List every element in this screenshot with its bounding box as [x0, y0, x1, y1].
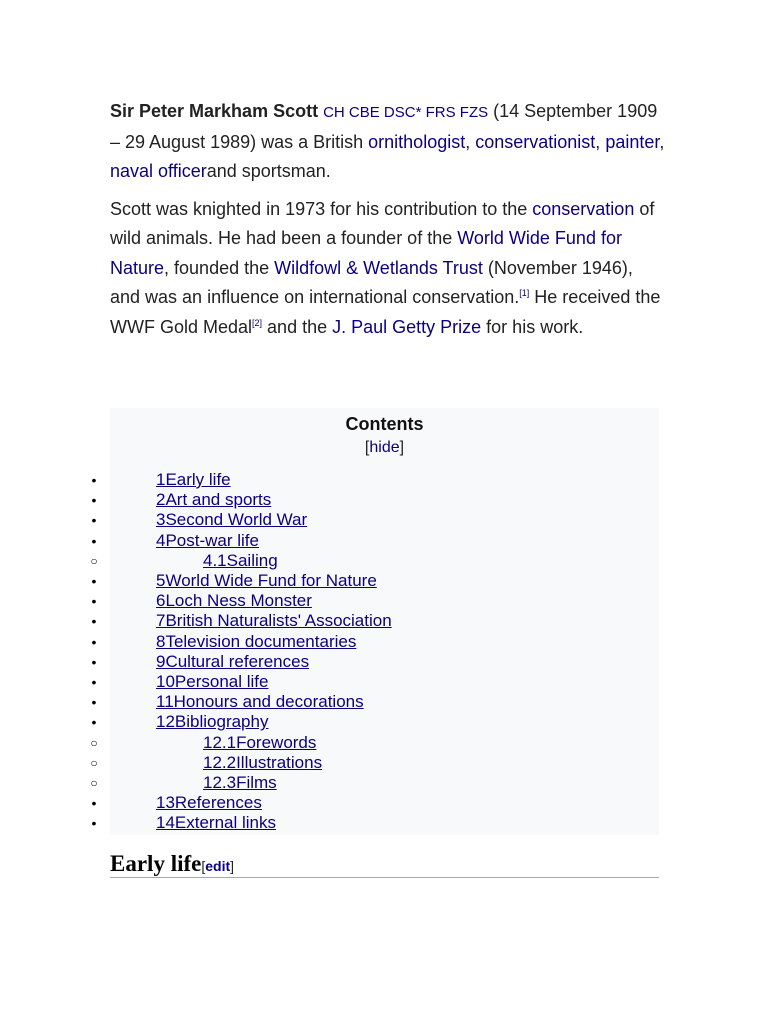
toc-link[interactable]: 4.1Sailing [203, 550, 278, 570]
section-edit: [edit] [201, 858, 235, 874]
section-heading: Early life[edit] [110, 851, 235, 876]
disc-bullet-icon: • [91, 633, 97, 650]
toc-link[interactable]: 7British Naturalists' Association [156, 611, 392, 631]
disc-bullet-icon: • [91, 674, 97, 690]
toc-toggle: [hide] [364, 439, 405, 456]
intro-paragraph-2: Scott was knighted in 1973 for his contribution to the conservation of wild animals. He had been a founder of the World Wide Fund for Nature, founded the Wildfowl & Wetlands Trust (November 1946), and was an influence on international conservation.[1] He received the WWF Gold Medal[2] and the J. Paul Getty Prize for his work. [110, 198, 661, 337]
toc-title: Contents [345, 414, 424, 434]
reference-2[interactable]: [2] [252, 317, 263, 328]
toc-link[interactable]: 6Loch Ness Monster [156, 591, 312, 611]
toc-link[interactable]: 3Second World War [156, 510, 308, 530]
section-early-life [110, 850, 659, 878]
wwf-link[interactable]: World Wide Fund for Nature [110, 228, 622, 278]
table-of-contents [90, 408, 659, 835]
circle-bullet-icon: ○ [90, 776, 98, 790]
toc-link[interactable]: 12.2Illustrations [203, 752, 323, 772]
naval-officer-link[interactable]: naval officer [110, 161, 207, 181]
disc-bullet-icon: • [91, 653, 97, 670]
disc-bullet-icon: • [91, 472, 97, 488]
edit-section-button[interactable]: edit [205, 858, 231, 874]
toc-link[interactable]: 12Bibliography [156, 712, 269, 732]
intro-paragraph-1: Sir Peter Markham Scott CH CBE DSC* FRS FZS (14 September 1909 – 29 August 1989) was a British ornithologist, conservationist, painter, naval officerand sportsman. [110, 101, 665, 181]
toc-link[interactable]: 11Honours and decorations [156, 692, 364, 712]
disc-bullet-icon: • [91, 512, 97, 529]
disc-bullet-icon: • [91, 815, 97, 832]
disc-bullet-icon: • [91, 492, 97, 509]
toc-link[interactable]: 13References [156, 793, 262, 813]
disc-bullet-icon: • [91, 694, 97, 711]
toc-hide-button[interactable]: hide [369, 439, 400, 456]
conservationist-link[interactable]: conservationist [475, 131, 596, 152]
disc-bullet-icon: • [91, 532, 97, 549]
circle-bullet-icon: ○ [90, 553, 98, 568]
circle-bullet-icon: ○ [90, 735, 98, 750]
toc-link[interactable]: 1Early life [156, 470, 231, 489]
disc-bullet-icon: • [91, 573, 97, 589]
circle-bullet-icon: ○ [90, 755, 98, 770]
wwt-link[interactable]: Wildfowl & Wetlands Trust [274, 257, 483, 278]
ornithologist-link[interactable]: ornithologist [368, 131, 466, 152]
toc-link[interactable]: 10Personal life [156, 672, 269, 691]
disc-bullet-icon: • [91, 613, 97, 630]
disc-bullet-icon: • [91, 795, 97, 812]
toc-link[interactable]: 12.3Films [203, 773, 277, 792]
conservation-link[interactable]: conservation [532, 198, 635, 219]
getty-prize-link[interactable]: J. Paul Getty Prize [332, 316, 482, 337]
disc-bullet-icon: • [91, 593, 97, 610]
toc-link[interactable]: 14External links [156, 813, 277, 833]
disc-bullet-icon: • [91, 714, 97, 731]
article-intro [110, 97, 665, 342]
toc-link[interactable]: 4Post-war life [156, 530, 259, 550]
toc-link[interactable]: 9Cultural references [156, 651, 310, 671]
toc-link[interactable]: 12.1Forewords [203, 732, 317, 752]
toc-link[interactable]: 5World Wide Fund for Nature [156, 571, 377, 590]
postnominals-link[interactable]: CH CBE DSC* FRS FZS [323, 104, 489, 121]
subject-name: Sir Peter Markham Scott [110, 101, 319, 121]
toc-link[interactable]: 2Art and sports [156, 490, 272, 510]
painter-link[interactable]: painter [605, 131, 660, 152]
toc-link[interactable]: 8Television documentaries [156, 631, 357, 651]
reference-1[interactable]: [1] [519, 288, 530, 298]
